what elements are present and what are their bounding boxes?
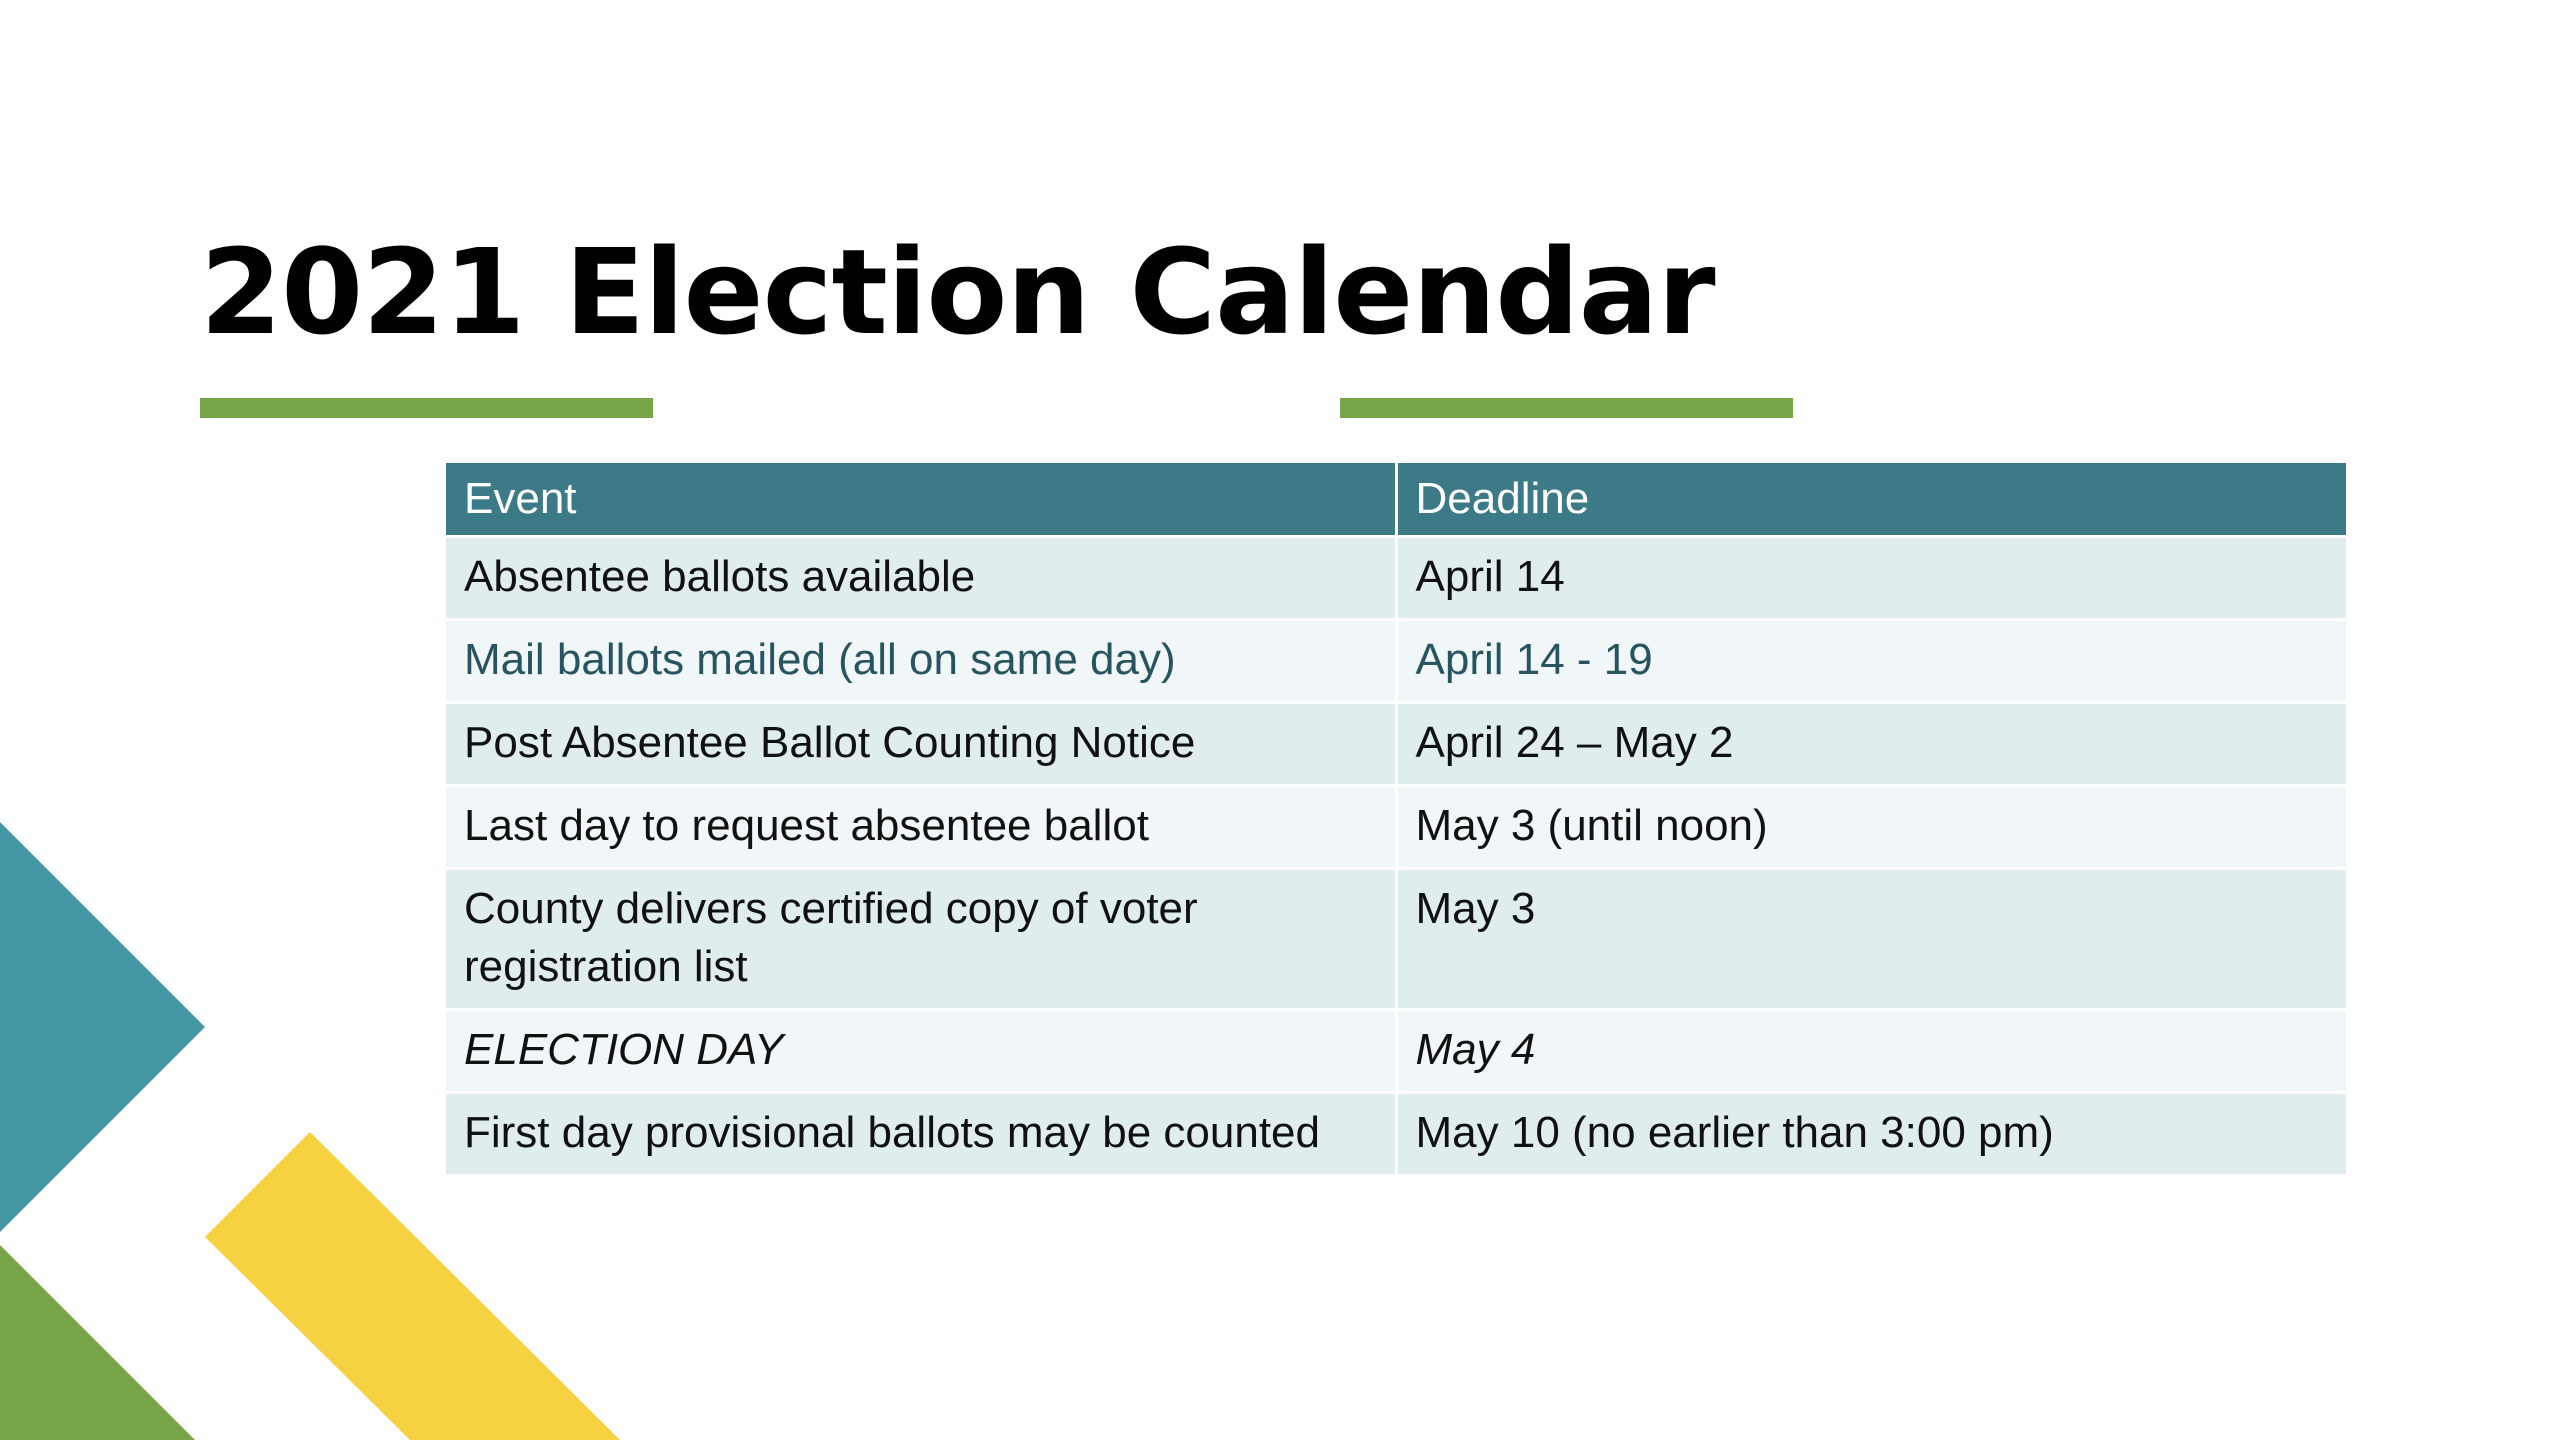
event-cell: Mail ballots mailed (all on same day)	[446, 620, 1396, 703]
table-row	[446, 1010, 2346, 1093]
event-cell: Last day to request absentee ballot	[446, 786, 1396, 869]
teal-triangle-shape	[0, 822, 205, 1232]
table-row	[446, 786, 2346, 869]
title-underline-right	[1340, 398, 1793, 418]
yellow-stripe-shape	[205, 1132, 620, 1440]
event-cell: County delivers certified copy of voter registration list	[446, 869, 1396, 1010]
green-triangle-shape	[0, 1245, 195, 1440]
table-row	[446, 703, 2346, 786]
calendar-table	[446, 463, 2346, 1174]
column-header-deadline: Deadline	[1396, 463, 2346, 537]
table-row	[446, 537, 2346, 620]
deadline-cell: May 3 (until noon)	[1396, 786, 2346, 869]
event-cell: ELECTION DAY	[446, 1010, 1396, 1093]
election-calendar-table	[446, 463, 2346, 1174]
deadline-cell: April 14 - 19	[1396, 620, 2346, 703]
deadline-cell: May 10 (no earlier than 3:00 pm)	[1396, 1093, 2346, 1175]
deadline-cell: May 4	[1396, 1010, 2346, 1093]
title-underline-left	[200, 398, 653, 418]
deadline-cell: April 24 – May 2	[1396, 703, 2346, 786]
table-row	[446, 620, 2346, 703]
page-title: 2021 Election Calendar	[200, 223, 1715, 361]
event-cell: First day provisional ballots may be counted	[446, 1093, 1396, 1175]
table-header-row	[446, 463, 2346, 537]
event-cell: Absentee ballots available	[446, 537, 1396, 620]
deadline-cell: April 14	[1396, 537, 2346, 620]
deadline-cell: May 3	[1396, 869, 2346, 1010]
column-header-event: Event	[446, 463, 1396, 537]
table-row	[446, 869, 2346, 1010]
event-cell: Post Absentee Ballot Counting Notice	[446, 703, 1396, 786]
table-row	[446, 1093, 2346, 1175]
